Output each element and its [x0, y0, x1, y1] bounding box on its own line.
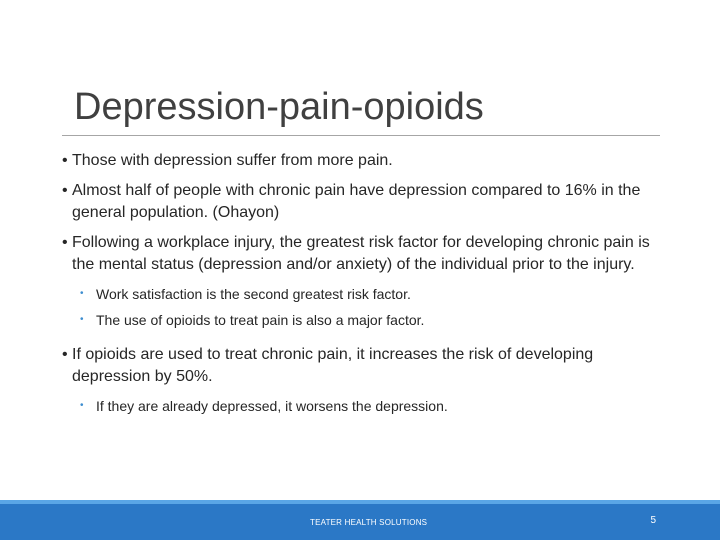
bullet-icon: • [62, 182, 68, 199]
sub-bullet-icon: • [80, 288, 84, 299]
sub-bullet-text: If they are already depressed, it worsens the depression. [96, 398, 448, 414]
bullet-text: If opioids are used to treat chronic pain, it increases the risk of developing depression by 50%. [72, 346, 594, 385]
bullet-text: Those with depression suffer from more pain. [72, 152, 393, 169]
bullet-icon: • [62, 234, 68, 251]
footer-stripe [0, 500, 720, 504]
sub-bullet-item [62, 310, 662, 330]
slide-content [62, 150, 662, 422]
bullet-icon: • [62, 152, 68, 169]
bullet-item [62, 344, 662, 388]
bullet-item [62, 180, 662, 224]
footer-bar [0, 500, 720, 540]
page-number: 5 [650, 515, 656, 526]
sub-bullet-text: The use of opioids to treat pain is also a major factor. [96, 312, 425, 328]
footer-text: TEATER HEALTH SOLUTIONS [310, 518, 428, 527]
bullet-icon: • [62, 346, 68, 363]
sub-bullet-item [62, 284, 662, 304]
slide-title: Depression-pain-opioids [74, 86, 484, 128]
sub-bullet-icon: • [80, 314, 84, 325]
sub-bullet-text: Work satisfaction is the second greatest risk factor. [96, 286, 411, 302]
bullet-item [62, 232, 662, 276]
sub-bullet-icon: • [80, 400, 84, 411]
sub-bullet-item [62, 396, 662, 416]
title-divider [62, 135, 660, 136]
bullet-text: Following a workplace injury, the greatest risk factor for developing chronic pain is the mental status (depression and/or anxiety) of the individual prior to the injury. [72, 234, 650, 273]
bullet-text: Almost half of people with chronic pain have depression compared to 16% in the general population. (Ohayon) [72, 182, 641, 221]
bullet-item [62, 150, 662, 172]
